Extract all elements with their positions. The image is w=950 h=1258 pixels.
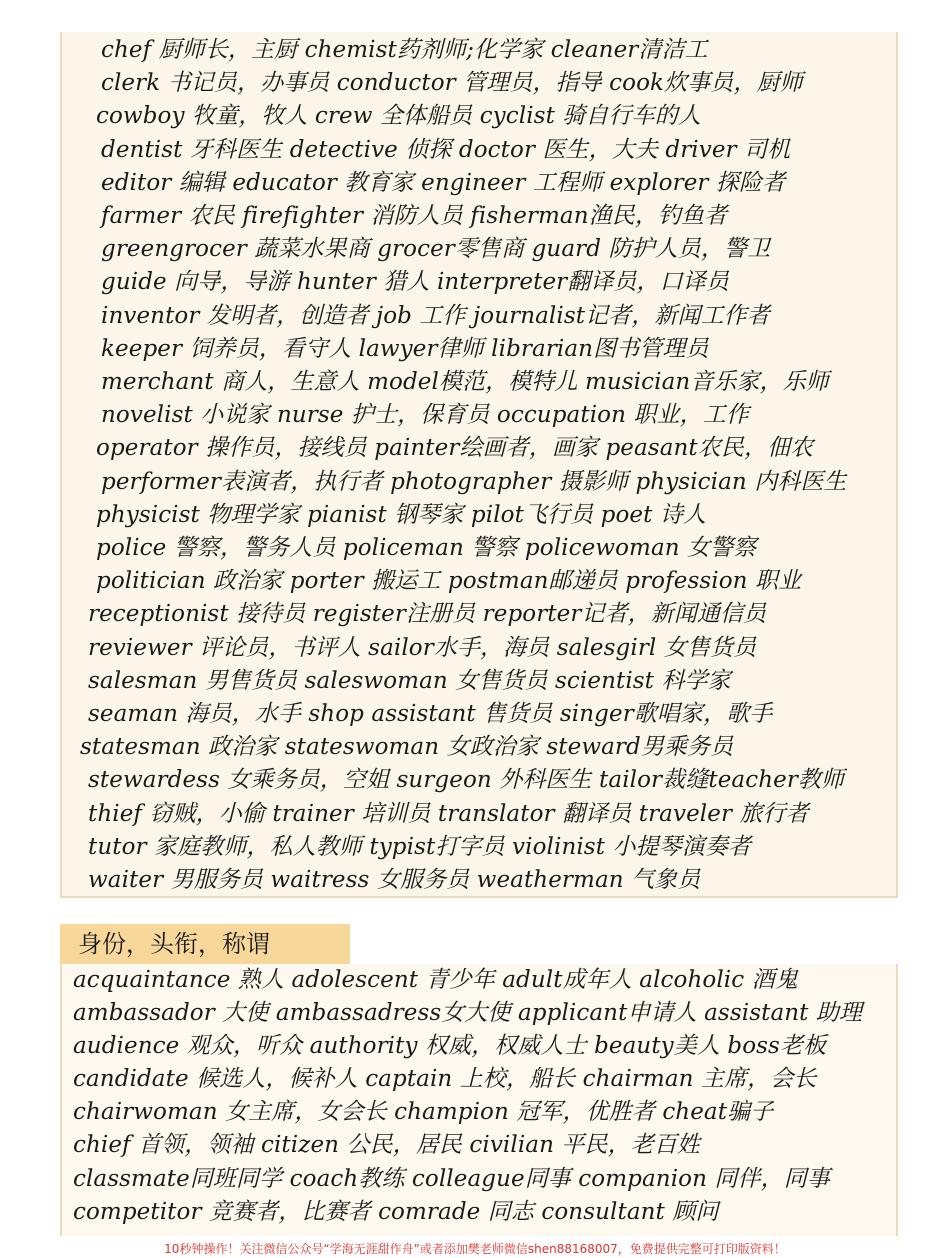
vocab-line: editor 编辑 educator 教育家 engineer 工程师 explorer 探险者: [101, 170, 786, 196]
vocab-line: acquaintance 熟人 adolescent 青少年 adult成年人 alcoholic 酒鬼: [73, 967, 798, 993]
vocab-line: reviewer 评论员，书评人 sailor水手，海员 salesgirl 女售货员: [88, 635, 757, 661]
vocab-line: clerk 书记员，办事员 conductor 管理员，指导 cook炊事员，厨师: [101, 70, 803, 96]
vocab-line: politician 政治家 porter 搬运工 postman邮递员 profession 职业: [96, 568, 802, 594]
vocab-line: statesman 政治家 stateswoman 女政治家 steward男乘务员: [80, 734, 734, 760]
vocab-line: chairwoman 女主席，女会长 champion 冠军，优胜者 cheat骗子: [73, 1099, 774, 1125]
vocab-line: audience 观众，听众 authority 权威，权威人士 beauty美人 boss老板: [73, 1033, 827, 1059]
vocab-line: merchant 商人，生意人 model模范，模特儿 musician音乐家，乐师: [101, 369, 829, 395]
vocab-line: police 警察，警务人员 policeman 警察 policewoman 女警察: [96, 535, 757, 561]
vocab-line: classmate同班同学 coach教练 colleague同事 companion 同伴，同事: [73, 1166, 830, 1192]
vocab-line: tutor 家庭教师，私人教师 typist打字员 violinist 小提琴演奏者: [88, 834, 752, 860]
vocab-line: chef 厨师长，主厨 chemist药剂师;化学家 cleaner清洁工: [101, 37, 708, 63]
vocab-line: candidate 候选人，候补人 captain 上校，船长 chairman 主席，会长: [73, 1066, 817, 1092]
vocab-line: seaman 海员，水手 shop assistant 售货员 singer歌唱家，歌手: [88, 701, 773, 727]
vocab-line: ambassador 大使 ambassadress女大使 applicant申请人 assistant 助理: [73, 1000, 863, 1026]
vocab-line: novelist 小说家 nurse 护士，保育员 occupation 职业，工作: [101, 402, 749, 428]
vocab-line: physicist 物理学家 pianist 钢琴家 pilot飞行员 poet 诗人: [96, 502, 707, 528]
vocab-line: chief 首领，领袖 citizen 公民，居民 civilian 平民，老百姓: [73, 1132, 701, 1158]
vocab-line: waiter 男服务员 waitress 女服务员 weatherman 气象员: [88, 867, 701, 893]
vocab-line: thief 窃贼，小偷 trainer 培训员 translator 翻译员 traveler 旅行者: [88, 801, 809, 827]
section-title: 身份，头衔，称谓: [78, 930, 270, 958]
vocab-line: guide 向导，导游 hunter 猎人 interpreter翻译员，口译员: [101, 269, 729, 295]
vocab-line: cowboy 牧童，牧人 crew 全体船员 cyclist 骑自行车的人: [96, 103, 701, 129]
vocab-line: salesman 男售货员 saleswoman 女售货员 scientist 科学家: [88, 668, 731, 694]
promo-footer: 10秒钟操作！关注微信公众号“学海无涯甜作舟”或者添加樊老师微信shen88168007，免费提供完整可打印版资料！: [164, 1242, 786, 1256]
vocab-line: performer表演者，执行者 photographer 摄影师 physician 内科医生: [101, 469, 847, 495]
vocab-line: greengrocer 蔬菜水果商 grocer零售商 guard 防护人员，警卫: [101, 236, 771, 262]
vocab-line: keeper 饲养员，看守人 lawyer律师 librarian图书管理员: [101, 336, 709, 362]
vocab-line: dentist 牙科医生 detective 侦探 doctor 医生，大夫 driver 司机: [101, 137, 791, 163]
vocab-line: inventor 发明者，创造者 job 工作 journalist记者，新闻工作者: [101, 303, 770, 329]
vocab-line: receptionist 接待员 register注册员 reporter记者，新闻通信员: [88, 601, 767, 627]
vocab-line: farmer 农民 firefighter 消防人员 fisherman渔民，钓鱼者: [101, 203, 728, 229]
section-header: [60, 924, 350, 964]
vocab-line: stewardess 女乘务员，空姐 surgeon 外科医生 tailor裁缝teacher教师: [88, 767, 845, 793]
vocab-line: competitor 竞赛者，比赛者 comrade 同志 consultant 顾问: [73, 1199, 719, 1225]
vocab-line: operator 操作员，接线员 painter绘画者，画家 peasant农民，佃农: [96, 435, 814, 461]
